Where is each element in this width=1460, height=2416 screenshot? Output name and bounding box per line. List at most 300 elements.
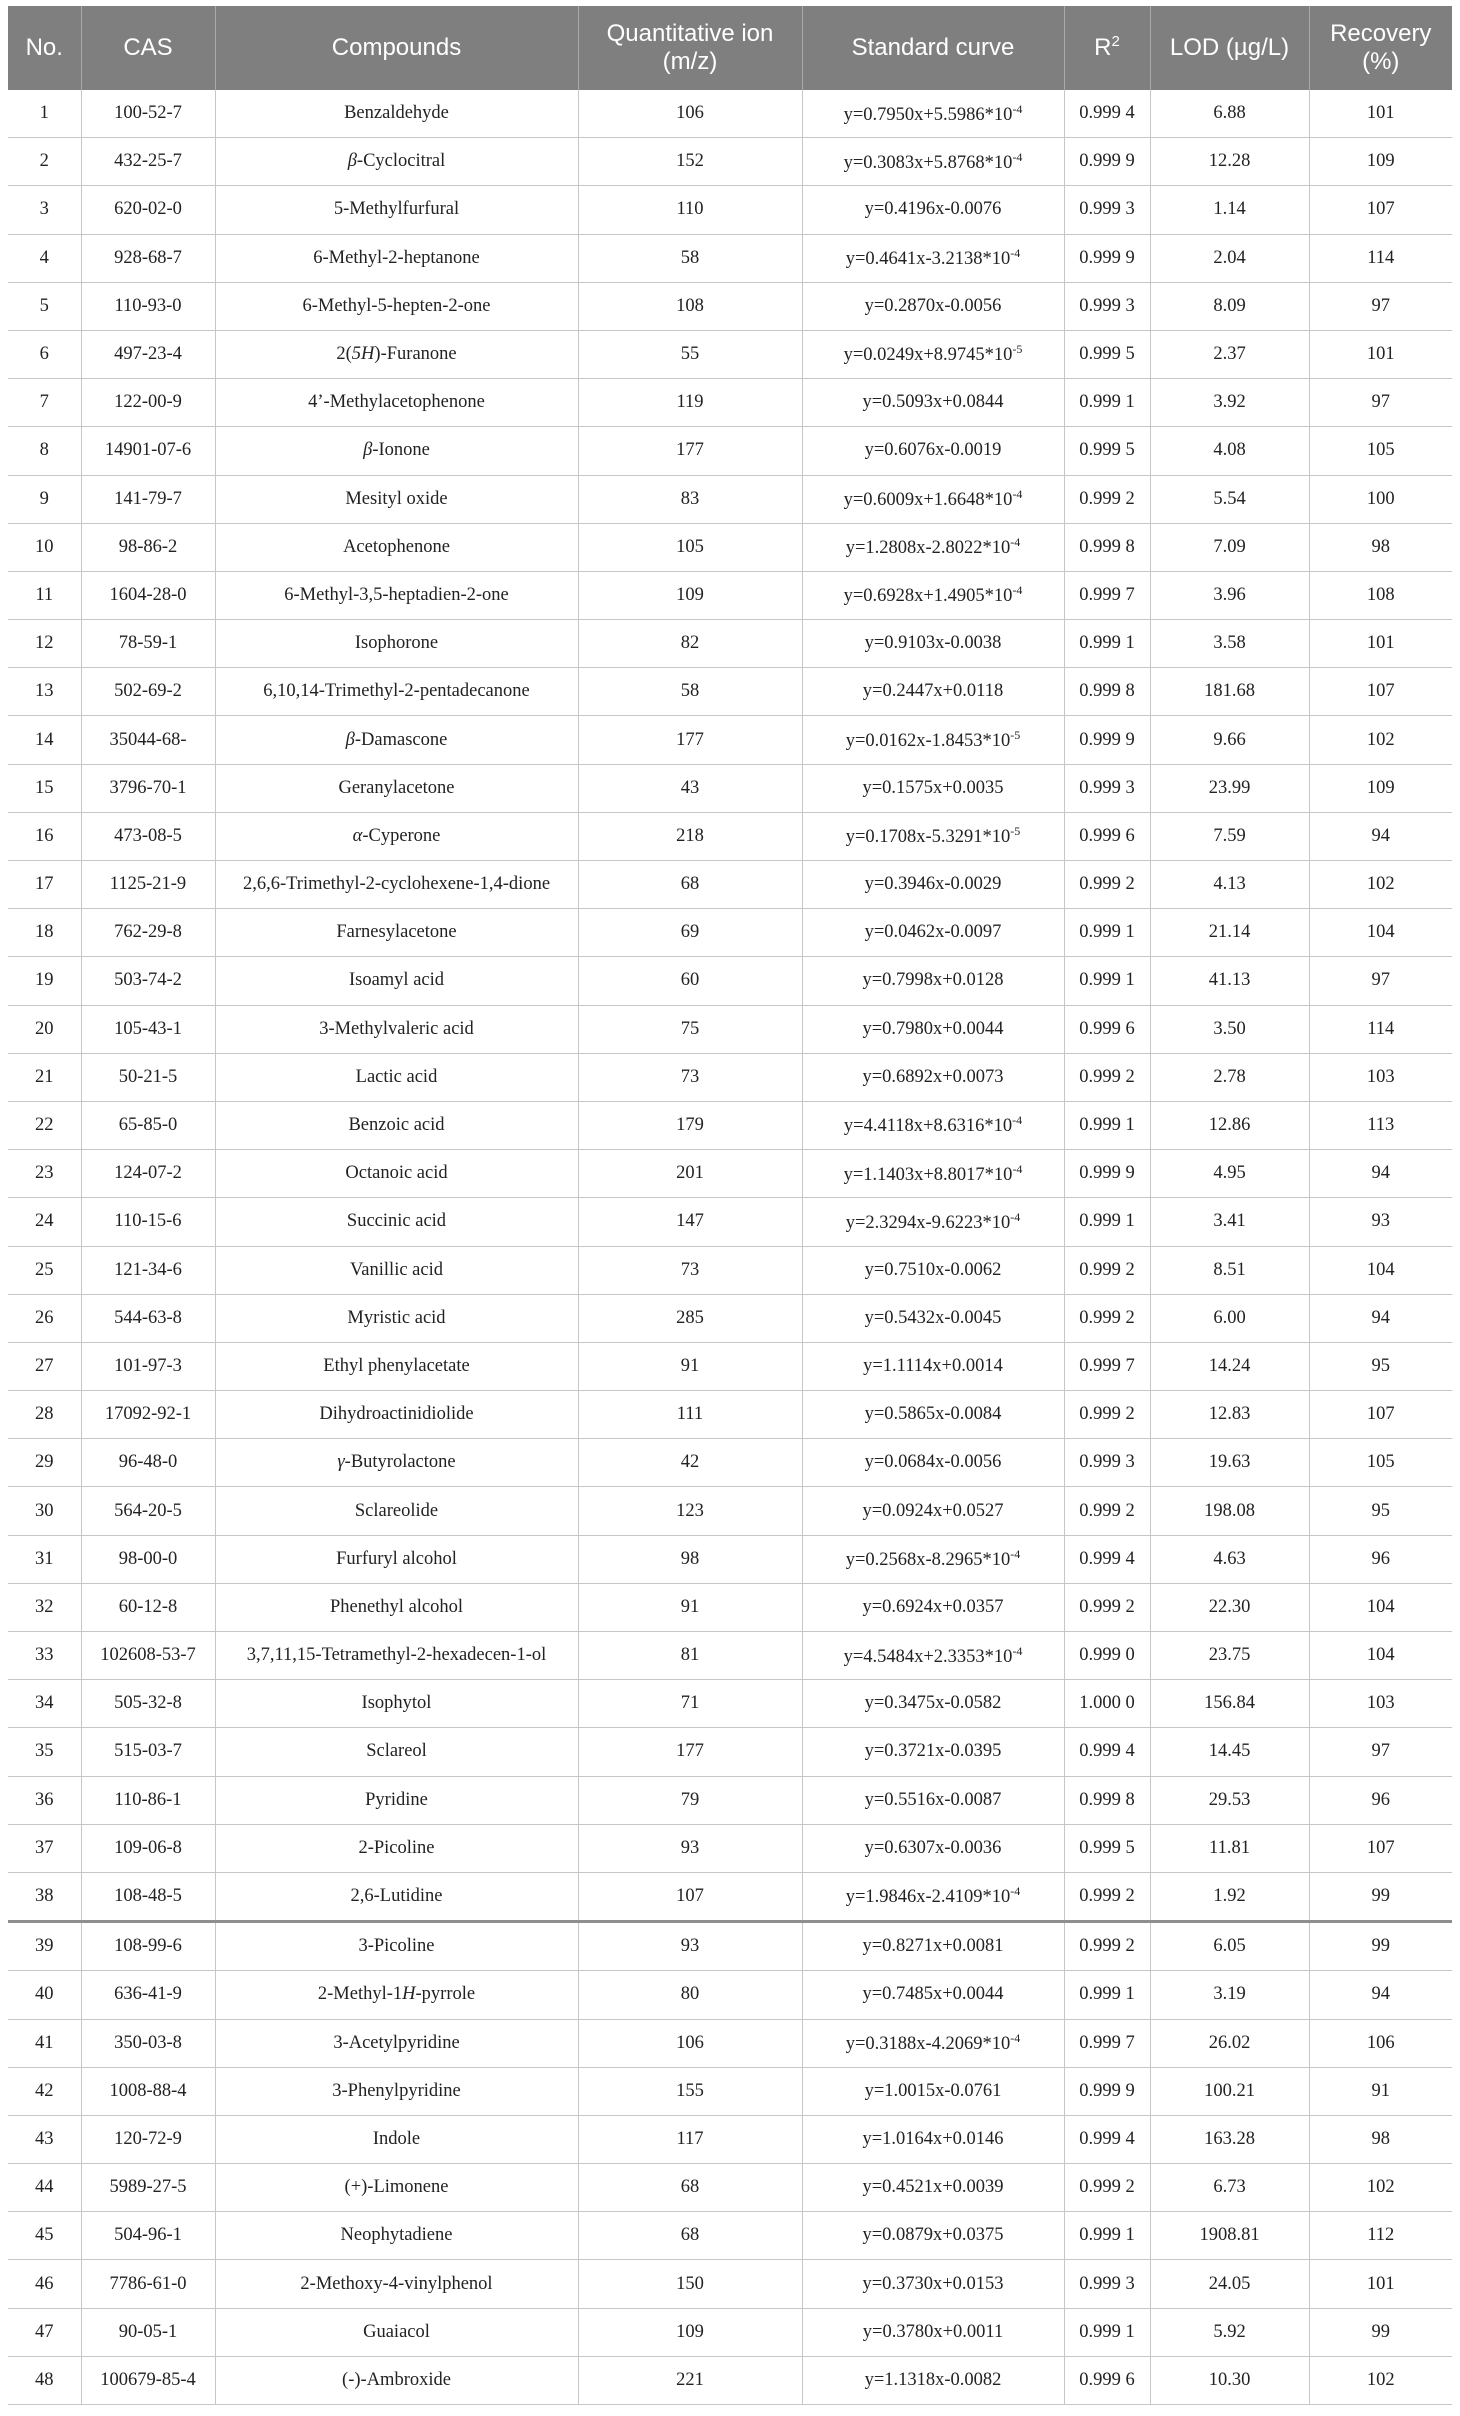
cell-recovery: 108 bbox=[1309, 571, 1452, 619]
cell-curve bbox=[802, 234, 1064, 282]
cell-curve bbox=[802, 1391, 1064, 1439]
cell-compound bbox=[215, 138, 578, 186]
cell-cas: 98-86-2 bbox=[81, 523, 215, 571]
cell-recovery: 98 bbox=[1309, 2115, 1452, 2163]
compound-prefix-italic: γ bbox=[337, 1452, 345, 1473]
cell-compound bbox=[215, 764, 578, 812]
table-row bbox=[8, 475, 1452, 523]
header-standard-curve: Standard curve bbox=[802, 6, 1064, 90]
cell-ion: 150 bbox=[578, 2260, 802, 2308]
curve-equation: y=1.0015x-0.0761 bbox=[864, 2080, 1002, 2101]
cell-lod: 10.30 bbox=[1150, 2356, 1309, 2404]
cell-compound bbox=[215, 2067, 578, 2115]
header-recovery: Recovery (%) bbox=[1309, 6, 1452, 90]
cell-recovery: 94 bbox=[1309, 1294, 1452, 1342]
curve-exponent: -5 bbox=[1010, 824, 1021, 839]
cell-ion: 177 bbox=[578, 427, 802, 475]
curve-exponent: -4 bbox=[1010, 1209, 1021, 1224]
cell-cas: 762-29-8 bbox=[81, 909, 215, 957]
cell-lod: 8.09 bbox=[1150, 282, 1309, 330]
cell-ion: 152 bbox=[578, 138, 802, 186]
cell-ion: 179 bbox=[578, 1101, 802, 1149]
cell-compound bbox=[215, 1198, 578, 1246]
cell-ion: 60 bbox=[578, 957, 802, 1005]
cell-lod: 12.28 bbox=[1150, 138, 1309, 186]
cell-curve bbox=[802, 1439, 1064, 1487]
curve-exponent: -5 bbox=[1012, 342, 1023, 357]
compound-name: Geranylacetone bbox=[338, 777, 455, 798]
cell-recovery: 94 bbox=[1309, 812, 1452, 860]
cell-lod: 1.92 bbox=[1150, 1872, 1309, 1921]
table-row bbox=[8, 1776, 1452, 1824]
table-row bbox=[8, 234, 1452, 282]
cell-lod: 11.81 bbox=[1150, 1824, 1309, 1872]
compound-name: Benzoic acid bbox=[348, 1115, 445, 1136]
curve-equation: y=0.2447x+0.0118 bbox=[862, 681, 1004, 702]
compound-name: 3,7,11,15-Tetramethyl-2-hexadecen-1-ol bbox=[246, 1645, 547, 1666]
cell-cas: 122-00-9 bbox=[81, 379, 215, 427]
cell-compound bbox=[215, 523, 578, 571]
cell-curve bbox=[802, 1487, 1064, 1535]
cell-lod: 163.28 bbox=[1150, 2115, 1309, 2163]
cell-recovery: 95 bbox=[1309, 1342, 1452, 1390]
cell-recovery: 97 bbox=[1309, 282, 1452, 330]
curve-equation: y=1.1403x+8.8017*10 bbox=[843, 1164, 1013, 1185]
compound-name: Indole bbox=[372, 2128, 421, 2149]
cell-no: 22 bbox=[8, 1101, 81, 1149]
cell-r2: 0.999 1 bbox=[1064, 909, 1150, 957]
compound-name: Farnesylacetone bbox=[336, 922, 457, 943]
cell-curve bbox=[802, 1246, 1064, 1294]
table-row bbox=[8, 1005, 1452, 1053]
header-row bbox=[8, 6, 1452, 90]
cell-compound bbox=[215, 1824, 578, 1872]
cell-cas: 564-20-5 bbox=[81, 1487, 215, 1535]
compound-prefix-italic: β bbox=[345, 729, 355, 750]
cell-no: 42 bbox=[8, 2067, 81, 2115]
cell-cas: 96-48-0 bbox=[81, 1439, 215, 1487]
cell-curve bbox=[802, 1922, 1064, 1971]
cell-recovery: 107 bbox=[1309, 1391, 1452, 1439]
cell-lod: 100.21 bbox=[1150, 2067, 1309, 2115]
table-row bbox=[8, 1971, 1452, 2019]
table-row bbox=[8, 1198, 1452, 1246]
table-row bbox=[8, 909, 1452, 957]
cell-cas: 505-32-8 bbox=[81, 1680, 215, 1728]
cell-ion: 58 bbox=[578, 234, 802, 282]
cell-lod: 181.68 bbox=[1150, 668, 1309, 716]
curve-equation: y=1.1318x-0.0082 bbox=[864, 2369, 1002, 2390]
cell-cas: 100-52-7 bbox=[81, 90, 215, 138]
curve-exponent: -4 bbox=[1010, 1884, 1021, 1899]
cell-lod: 9.66 bbox=[1150, 716, 1309, 764]
compound-name-tail: )-Furanone bbox=[374, 344, 457, 365]
compound-name: Lactic acid bbox=[355, 1066, 438, 1087]
cell-recovery: 107 bbox=[1309, 186, 1452, 234]
cell-curve bbox=[802, 668, 1064, 716]
table-row bbox=[8, 379, 1452, 427]
cell-lod: 4.95 bbox=[1150, 1150, 1309, 1198]
table-row bbox=[8, 1535, 1452, 1583]
cell-curve bbox=[802, 1150, 1064, 1198]
curve-exponent: -4 bbox=[1012, 1643, 1023, 1658]
cell-ion: 68 bbox=[578, 861, 802, 909]
compound-table bbox=[8, 6, 1452, 2405]
compound-name: 2( bbox=[336, 344, 352, 365]
cell-ion: 155 bbox=[578, 2067, 802, 2115]
curve-exponent: -4 bbox=[1012, 583, 1023, 598]
cell-recovery: 107 bbox=[1309, 668, 1452, 716]
cell-ion: 107 bbox=[578, 1872, 802, 1921]
table-row bbox=[8, 1342, 1452, 1390]
curve-equation: y=0.0879x+0.0375 bbox=[862, 2225, 1004, 2246]
cell-r2: 0.999 9 bbox=[1064, 1150, 1150, 1198]
cell-compound bbox=[215, 909, 578, 957]
curve-equation: y=4.5484x+2.3353*10 bbox=[843, 1646, 1013, 1667]
compound-name: Neophytadiene bbox=[340, 2225, 453, 2246]
cell-cas: 105-43-1 bbox=[81, 1005, 215, 1053]
cell-compound bbox=[215, 2115, 578, 2163]
table-row bbox=[8, 2260, 1452, 2308]
cell-ion: 201 bbox=[578, 1150, 802, 1198]
curve-exponent: -4 bbox=[1012, 1113, 1023, 1128]
cell-ion: 109 bbox=[578, 571, 802, 619]
cell-cas: 110-15-6 bbox=[81, 1198, 215, 1246]
curve-equation: y=0.3083x+5.8768*10 bbox=[843, 152, 1013, 173]
cell-cas: 109-06-8 bbox=[81, 1824, 215, 1872]
cell-compound bbox=[215, 186, 578, 234]
cell-ion: 79 bbox=[578, 1776, 802, 1824]
curve-equation: y=2.3294x-9.6223*10 bbox=[845, 1212, 1011, 1233]
table-row bbox=[8, 2308, 1452, 2356]
cell-ion: 81 bbox=[578, 1632, 802, 1680]
curve-equation: y=0.3475x-0.0582 bbox=[864, 1693, 1002, 1714]
cell-r2: 0.999 1 bbox=[1064, 1971, 1150, 2019]
cell-ion: 117 bbox=[578, 2115, 802, 2163]
table-row bbox=[8, 1487, 1452, 1535]
cell-r2: 0.999 3 bbox=[1064, 2260, 1150, 2308]
cell-lod: 29.53 bbox=[1150, 1776, 1309, 1824]
cell-recovery: 101 bbox=[1309, 330, 1452, 378]
cell-no: 13 bbox=[8, 668, 81, 716]
cell-no: 20 bbox=[8, 1005, 81, 1053]
table-row bbox=[8, 427, 1452, 475]
cell-r2: 0.999 2 bbox=[1064, 1053, 1150, 1101]
curve-equation: y=0.7485x+0.0044 bbox=[862, 1984, 1004, 2005]
cell-compound bbox=[215, 2019, 578, 2067]
cell-cas: 1604-28-0 bbox=[81, 571, 215, 619]
cell-curve bbox=[802, 1294, 1064, 1342]
cell-curve bbox=[802, 282, 1064, 330]
cell-compound bbox=[215, 1439, 578, 1487]
cell-curve bbox=[802, 330, 1064, 378]
cell-cas: 928-68-7 bbox=[81, 234, 215, 282]
cell-cas: 7786-61-0 bbox=[81, 2260, 215, 2308]
cell-curve bbox=[802, 2019, 1064, 2067]
cell-ion: 69 bbox=[578, 909, 802, 957]
table-row bbox=[8, 957, 1452, 1005]
cell-r2: 0.999 1 bbox=[1064, 2212, 1150, 2260]
compound-name: Ethyl phenylacetate bbox=[323, 1355, 470, 1376]
header-no: No. bbox=[8, 6, 81, 90]
cell-compound bbox=[215, 1680, 578, 1728]
cell-r2: 0.999 8 bbox=[1064, 668, 1150, 716]
cell-r2: 0.999 5 bbox=[1064, 330, 1150, 378]
cell-no: 23 bbox=[8, 1150, 81, 1198]
curve-exponent: -4 bbox=[1010, 535, 1021, 550]
cell-curve bbox=[802, 90, 1064, 138]
curve-exponent: -4 bbox=[1010, 1547, 1021, 1562]
cell-lod: 5.92 bbox=[1150, 2308, 1309, 2356]
cell-recovery: 113 bbox=[1309, 1101, 1452, 1149]
compound-name: Vanillic acid bbox=[350, 1259, 443, 1280]
table-row bbox=[8, 1439, 1452, 1487]
cell-cas: 636-41-9 bbox=[81, 1971, 215, 2019]
curve-exponent: -4 bbox=[1012, 1161, 1023, 1176]
cell-cas: 110-93-0 bbox=[81, 282, 215, 330]
cell-recovery: 93 bbox=[1309, 1198, 1452, 1246]
cell-cas: 108-48-5 bbox=[81, 1872, 215, 1921]
cell-cas: 60-12-8 bbox=[81, 1583, 215, 1631]
curve-equation: y=0.9103x-0.0038 bbox=[864, 633, 1002, 654]
cell-ion: 93 bbox=[578, 1824, 802, 1872]
cell-curve bbox=[802, 1198, 1064, 1246]
compound-name: Isoamyl acid bbox=[348, 970, 445, 991]
cell-r2: 0.999 2 bbox=[1064, 1294, 1150, 1342]
cell-recovery: 104 bbox=[1309, 1632, 1452, 1680]
cell-lod: 21.14 bbox=[1150, 909, 1309, 957]
cell-r2: 0.999 9 bbox=[1064, 2067, 1150, 2115]
cell-compound bbox=[215, 1583, 578, 1631]
cell-r2: 0.999 4 bbox=[1064, 90, 1150, 138]
compound-name: 6-Methyl-5-hepten-2-one bbox=[302, 295, 491, 316]
cell-cas: 473-08-5 bbox=[81, 812, 215, 860]
cell-lod: 14.45 bbox=[1150, 1728, 1309, 1776]
cell-curve bbox=[802, 1824, 1064, 1872]
cell-recovery: 101 bbox=[1309, 90, 1452, 138]
cell-curve bbox=[802, 2356, 1064, 2404]
compound-name: Sclareol bbox=[366, 1741, 427, 1762]
cell-cas: 17092-92-1 bbox=[81, 1391, 215, 1439]
cell-curve bbox=[802, 571, 1064, 619]
cell-curve bbox=[802, 1535, 1064, 1583]
table-row bbox=[8, 812, 1452, 860]
cell-ion: 119 bbox=[578, 379, 802, 427]
cell-lod: 6.00 bbox=[1150, 1294, 1309, 1342]
cell-curve bbox=[802, 909, 1064, 957]
cell-ion: 82 bbox=[578, 620, 802, 668]
cell-no: 39 bbox=[8, 1922, 81, 1971]
curve-equation: y=1.9846x-2.4109*10 bbox=[845, 1887, 1011, 1908]
compound-name: -Ionone bbox=[372, 440, 430, 461]
curve-equation: y=0.0462x-0.0097 bbox=[864, 922, 1002, 943]
cell-lod: 1908.81 bbox=[1150, 2212, 1309, 2260]
cell-no: 8 bbox=[8, 427, 81, 475]
cell-lod: 2.78 bbox=[1150, 1053, 1309, 1101]
cell-compound bbox=[215, 234, 578, 282]
compound-name: (+)-Limonene bbox=[344, 2177, 449, 2198]
cell-recovery: 99 bbox=[1309, 1922, 1452, 1971]
cell-no: 25 bbox=[8, 1246, 81, 1294]
cell-cas: 620-02-0 bbox=[81, 186, 215, 234]
cell-compound bbox=[215, 1391, 578, 1439]
cell-recovery: 96 bbox=[1309, 1776, 1452, 1824]
cell-no: 38 bbox=[8, 1872, 81, 1921]
curve-exponent: -4 bbox=[1012, 149, 1023, 164]
table-row bbox=[8, 668, 1452, 716]
cell-curve bbox=[802, 1632, 1064, 1680]
cell-curve bbox=[802, 1005, 1064, 1053]
cell-curve bbox=[802, 861, 1064, 909]
cell-compound bbox=[215, 1150, 578, 1198]
cell-cas: 124-07-2 bbox=[81, 1150, 215, 1198]
header-compounds: Compounds bbox=[215, 6, 578, 90]
cell-lod: 2.04 bbox=[1150, 234, 1309, 282]
cell-curve bbox=[802, 379, 1064, 427]
cell-lod: 41.13 bbox=[1150, 957, 1309, 1005]
cell-r2: 0.999 1 bbox=[1064, 1101, 1150, 1149]
cell-curve bbox=[802, 1342, 1064, 1390]
curve-equation: y=0.7950x+5.5986*10 bbox=[843, 104, 1013, 125]
cell-r2: 0.999 7 bbox=[1064, 571, 1150, 619]
table-header bbox=[8, 6, 1452, 90]
cell-ion: 106 bbox=[578, 90, 802, 138]
cell-recovery: 100 bbox=[1309, 475, 1452, 523]
cell-compound bbox=[215, 1342, 578, 1390]
cell-recovery: 98 bbox=[1309, 523, 1452, 571]
cell-ion: 177 bbox=[578, 1728, 802, 1776]
cell-curve bbox=[802, 1776, 1064, 1824]
cell-r2: 0.999 2 bbox=[1064, 1872, 1150, 1921]
cell-r2: 0.999 4 bbox=[1064, 2115, 1150, 2163]
cell-lod: 12.86 bbox=[1150, 1101, 1309, 1149]
cell-curve bbox=[802, 2067, 1064, 2115]
compound-name: Furfuryl alcohol bbox=[336, 1548, 457, 1569]
cell-curve bbox=[802, 1101, 1064, 1149]
cell-compound bbox=[215, 2164, 578, 2212]
compound-name: Phenethyl alcohol bbox=[329, 1596, 464, 1617]
table-row bbox=[8, 2067, 1452, 2115]
table-row bbox=[8, 1824, 1452, 1872]
cell-r2: 0.999 7 bbox=[1064, 1342, 1150, 1390]
cell-compound bbox=[215, 2308, 578, 2356]
compound-name: Benzaldehyde bbox=[344, 103, 449, 124]
cell-r2: 0.999 1 bbox=[1064, 1198, 1150, 1246]
compound-name: -Cyclocitral bbox=[356, 151, 446, 172]
cell-compound bbox=[215, 2260, 578, 2308]
cell-lod: 24.05 bbox=[1150, 2260, 1309, 2308]
cell-r2: 0.999 8 bbox=[1064, 523, 1150, 571]
cell-no: 9 bbox=[8, 475, 81, 523]
cell-recovery: 102 bbox=[1309, 2164, 1452, 2212]
cell-ion: 105 bbox=[578, 523, 802, 571]
cell-cas: 350-03-8 bbox=[81, 2019, 215, 2067]
curve-exponent: -4 bbox=[1012, 487, 1023, 502]
cell-no: 2 bbox=[8, 138, 81, 186]
header-r2 bbox=[1064, 6, 1150, 90]
cell-cas: 432-25-7 bbox=[81, 138, 215, 186]
cell-ion: 111 bbox=[578, 1391, 802, 1439]
cell-cas: 102608-53-7 bbox=[81, 1632, 215, 1680]
curve-equation: y=0.1575x+0.0035 bbox=[862, 777, 1004, 798]
cell-curve bbox=[802, 523, 1064, 571]
cell-compound bbox=[215, 2212, 578, 2260]
table-row bbox=[8, 1872, 1452, 1921]
cell-r2: 0.999 3 bbox=[1064, 186, 1150, 234]
cell-r2: 0.999 2 bbox=[1064, 1391, 1150, 1439]
header-cas: CAS bbox=[81, 6, 215, 90]
cell-cas: 35044-68- bbox=[81, 716, 215, 764]
table-row bbox=[8, 1053, 1452, 1101]
cell-lod: 22.30 bbox=[1150, 1583, 1309, 1631]
curve-equation: y=0.5432x-0.0045 bbox=[864, 1307, 1002, 1328]
table-row bbox=[8, 1680, 1452, 1728]
cell-compound bbox=[215, 1101, 578, 1149]
compound-prefix-italic: β bbox=[347, 151, 357, 172]
curve-equation: y=0.5093x+0.0844 bbox=[862, 392, 1004, 413]
curve-equation: y=1.0164x+0.0146 bbox=[862, 2128, 1004, 2149]
compound-name: Mesityl oxide bbox=[345, 488, 448, 509]
cell-lod: 12.83 bbox=[1150, 1391, 1309, 1439]
compound-name: Succinic acid bbox=[346, 1211, 447, 1232]
cell-recovery: 99 bbox=[1309, 1872, 1452, 1921]
cell-r2: 0.999 9 bbox=[1064, 138, 1150, 186]
cell-recovery: 106 bbox=[1309, 2019, 1452, 2067]
cell-r2: 0.999 4 bbox=[1064, 1728, 1150, 1776]
cell-curve bbox=[802, 620, 1064, 668]
cell-compound bbox=[215, 957, 578, 1005]
cell-r2: 0.999 1 bbox=[1064, 379, 1150, 427]
cell-no: 26 bbox=[8, 1294, 81, 1342]
cell-recovery: 97 bbox=[1309, 957, 1452, 1005]
cell-ion: 80 bbox=[578, 1971, 802, 2019]
curve-equation: y=0.7980x+0.0044 bbox=[862, 1018, 1004, 1039]
cell-r2: 0.999 5 bbox=[1064, 427, 1150, 475]
curve-equation: y=1.1114x+0.0014 bbox=[863, 1355, 1003, 1376]
cell-compound bbox=[215, 620, 578, 668]
cell-curve bbox=[802, 1872, 1064, 1921]
cell-curve bbox=[802, 2308, 1064, 2356]
cell-ion: 93 bbox=[578, 1922, 802, 1971]
compound-name: 5-Methylfurfural bbox=[333, 199, 460, 220]
cell-cas: 515-03-7 bbox=[81, 1728, 215, 1776]
curve-equation: y=0.4641x-3.2138*10 bbox=[845, 249, 1011, 270]
compound-name: -Butyrolactone bbox=[344, 1452, 456, 1473]
curve-equation: y=0.1708x-5.3291*10 bbox=[845, 827, 1011, 848]
cell-r2: 0.999 2 bbox=[1064, 2164, 1150, 2212]
cell-no: 1 bbox=[8, 90, 81, 138]
cell-recovery: 97 bbox=[1309, 379, 1452, 427]
cell-recovery: 91 bbox=[1309, 2067, 1452, 2115]
cell-r2: 0.999 6 bbox=[1064, 2356, 1150, 2404]
cell-ion: 83 bbox=[578, 475, 802, 523]
cell-ion: 43 bbox=[578, 764, 802, 812]
curve-equation: y=0.6924x+0.0357 bbox=[862, 1596, 1004, 1617]
cell-r2: 0.999 2 bbox=[1064, 861, 1150, 909]
cell-recovery: 104 bbox=[1309, 909, 1452, 957]
cell-no: 6 bbox=[8, 330, 81, 378]
cell-recovery: 114 bbox=[1309, 1005, 1452, 1053]
compound-name: Myristic acid bbox=[347, 1307, 446, 1328]
cell-recovery: 103 bbox=[1309, 1053, 1452, 1101]
cell-ion: 91 bbox=[578, 1583, 802, 1631]
cell-ion: 177 bbox=[578, 716, 802, 764]
cell-curve bbox=[802, 1583, 1064, 1631]
compound-name: Octanoic acid bbox=[345, 1163, 448, 1184]
cell-curve bbox=[802, 2115, 1064, 2163]
curve-equation: y=0.0249x+8.9745*10 bbox=[843, 345, 1013, 366]
compound-name: Sclareolide bbox=[354, 1500, 439, 1521]
